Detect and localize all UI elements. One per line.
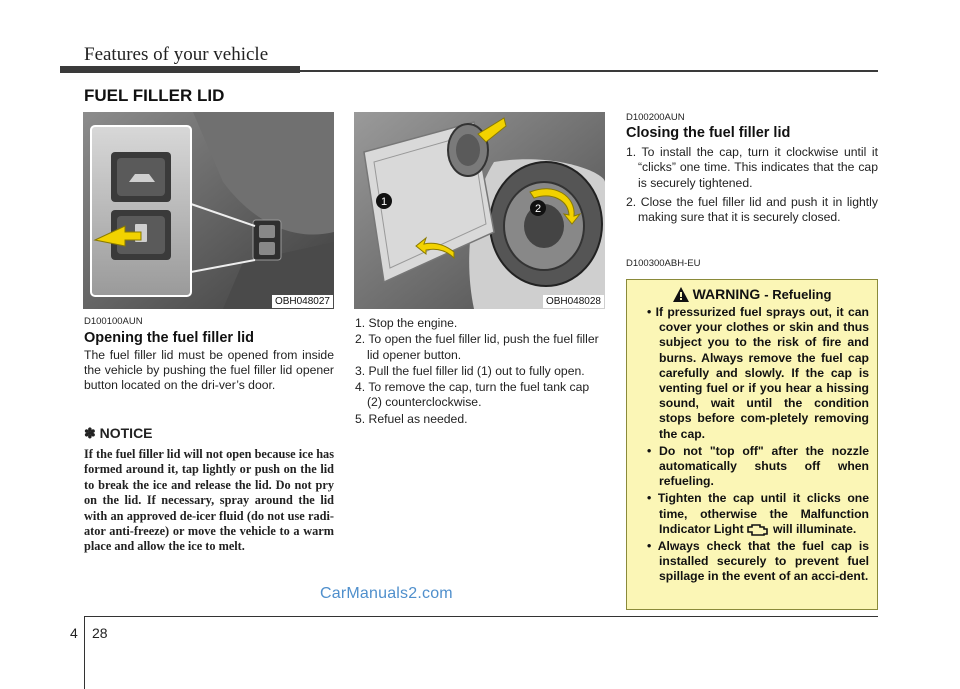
warning-tighten-tail: will illuminate. xyxy=(769,521,857,536)
section-title: FUEL FILLER LID xyxy=(84,86,225,105)
warning-word: WARNING xyxy=(692,286,761,302)
warning-subtitle: - Refueling xyxy=(764,286,832,302)
header-bar xyxy=(60,66,300,73)
closing-code: D100200AUN xyxy=(626,112,685,123)
figure-code: OBH048028 xyxy=(543,295,604,308)
page-number: 28 xyxy=(92,625,108,641)
list-item xyxy=(635,491,869,537)
figure-code: OBH048027 xyxy=(272,295,333,308)
running-header: Features of your vehicle xyxy=(84,44,269,65)
list-item: • Always check that the fuel cap is installed securely to prevent fuel spillage in the event of an acci-dent. xyxy=(647,539,869,584)
footer-divider xyxy=(84,616,85,689)
figure-door-opener xyxy=(83,112,334,309)
list-item: 3. Pull the fuel filler lid (1) out to fully open. xyxy=(355,363,585,378)
notice-symbol-icon: ✽ xyxy=(84,425,96,441)
notice-title xyxy=(84,425,153,442)
warning-tighten-text: • Tighten the cap until it clicks one time, otherwise the Malfunction Indicator Light xyxy=(647,491,869,536)
list-item: 4. To remove the cap, turn the fuel tank cap (2) counterclockwise. xyxy=(355,380,590,410)
list-item: 2. To open the fuel filler lid, push the fuel filler lid opener button. xyxy=(355,332,599,362)
callout-label-2: 2 xyxy=(534,203,542,215)
warning-triangle-icon xyxy=(673,287,689,302)
header-rule xyxy=(300,70,878,72)
list-item: 1. Stop the engine. xyxy=(355,316,458,330)
opening-title: Opening the fuel filler lid xyxy=(84,330,254,346)
list-item: 2. Close the fuel filler lid and push it in lightly making sure that it is securely closed. xyxy=(626,194,878,225)
opening-body: The fuel filler lid must be opened from inside the vehicle by pushing the fuel filler lid opener button located on the dri-ver’s door. xyxy=(84,348,334,392)
chapter-number: 4 xyxy=(70,625,78,641)
engine-check-icon xyxy=(746,523,768,536)
notice-body: If the fuel filler lid will not open because ice has formed around it, tap lightly or push on the lid to break the ice and release the lid. Do not pry on the lid. If necessary, spray around the lid with an approved de-icer fluid (do not use radi-ator anti-freeze) or move the vehicle to a warm place and allow the ice to melt. xyxy=(84,447,334,554)
notice-label: NOTICE xyxy=(99,425,153,441)
callout-label-1: 1 xyxy=(380,196,388,208)
list-item: 5. Refuel as needed. xyxy=(355,411,468,426)
warning-code: D100300ABH-EU xyxy=(626,258,701,269)
door-opener-illustration xyxy=(83,112,334,309)
list-item: • If pressurized fuel sprays out, it can cover your clothes or skin and thus subject you to the risk of fire and burns. Always remove the fuel cap carefully and slowly. If the cap is venting fuel or if you hear a hissing sound, wait until the condition stops before com-pletely removing the cap. xyxy=(647,305,869,441)
opening-steps xyxy=(355,316,606,428)
warning-list xyxy=(635,305,869,585)
fuel-lid-illustration xyxy=(354,112,605,309)
warning-header xyxy=(635,286,869,302)
list-item: 1. To install the cap, turn it clockwise until it “clicks” one time. This indicates that the cap is securely tightened. xyxy=(626,145,878,190)
list-item: • Do not "top off" after the nozzle automatically shuts off when refueling. xyxy=(647,443,869,489)
figure-fuel-lid xyxy=(354,112,605,309)
warning-box xyxy=(626,279,878,610)
closing-steps xyxy=(626,145,878,229)
footer-rule xyxy=(84,616,878,617)
watermark-link[interactable]: CarManuals2.com xyxy=(320,585,453,602)
opening-code: D100100AUN xyxy=(84,316,143,327)
closing-title: Closing the fuel filler lid xyxy=(626,125,791,141)
